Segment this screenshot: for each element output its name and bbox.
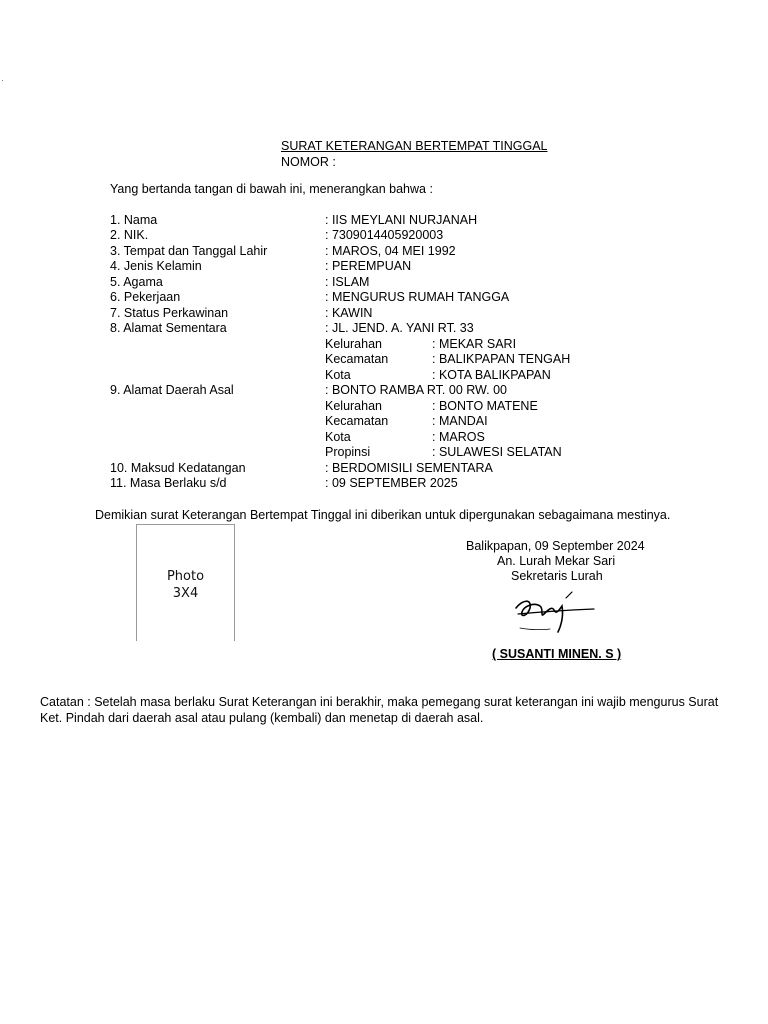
photo-label: Photo 3X4 [166, 569, 205, 601]
field-label: 8. Alamat Sementara [110, 321, 227, 335]
sub-field-label: Kota [325, 430, 351, 444]
intro-text: Yang bertanda tangan di bawah ini, menerangkan bahwa : [110, 182, 433, 196]
field-value: : PEREMPUAN [325, 259, 412, 273]
field-value: : JL. JEND. A. YANI RT. 33 [325, 321, 474, 335]
sub-field-value: : MANDAI [432, 414, 488, 428]
field-value: : BONTO RAMBA RT. 00 RW. 00 [325, 383, 508, 397]
sub-field-label: Kecamatan [325, 352, 389, 366]
sub-field-value: : MEKAR SARI [432, 337, 517, 351]
field-value: : ISLAM [325, 275, 370, 289]
signatory-name: ( SUSANTI MINEN. S ) [492, 647, 622, 661]
field-value: : BERDOMISILI SEMENTARA [325, 461, 493, 475]
field-value: : 7309014405920003 [325, 228, 444, 242]
sub-field-label: Kecamatan [325, 414, 389, 428]
field-value: : MENGURUS RUMAH TANGGA [325, 290, 510, 304]
field-label: 3. Tempat dan Tanggal Lahir [110, 244, 268, 258]
field-label: 9. Alamat Daerah Asal [110, 383, 234, 397]
field-label: 6. Pekerjaan [110, 290, 181, 304]
signer-position: Sekretaris Lurah [511, 569, 603, 583]
sub-field-label: Kota [325, 368, 351, 382]
note-text: Catatan : Setelah masa berlaku Surat Keterangan ini berakhir, maka pemegang surat keterangan ini wajib mengurus Surat Ket. Pindah dari daerah asal atau pulang (kembali) dan menetap di daerah asal. [40, 695, 719, 725]
sub-field-label: Kelurahan [325, 399, 382, 413]
photo-placeholder [136, 524, 235, 641]
sub-field-value: : SULAWESI SELATAN [432, 445, 562, 459]
sub-field-value: : BONTO MATENE [432, 399, 538, 413]
field-label: 10. Maksud Kedatangan [110, 461, 246, 475]
field-label: 4. Jenis Kelamin [110, 259, 202, 273]
field-value: : KAWIN [325, 306, 373, 320]
field-label: 1. Nama [110, 213, 158, 227]
field-label: 11. Masa Berlaku s/d [110, 476, 227, 490]
sub-field-label: Kelurahan [325, 337, 382, 351]
an-line: An. Lurah Mekar Sari [497, 554, 616, 568]
sub-field-value: : KOTA BALIKPAPAN [432, 368, 551, 382]
document-title: SURAT KETERANGAN BERTEMPAT TINGGAL [281, 139, 548, 153]
sub-field-value: : MAROS [432, 430, 485, 444]
handwritten-signature [510, 588, 600, 638]
document-number: NOMOR : [281, 155, 336, 169]
field-value: : 09 SEPTEMBER 2025 [325, 476, 458, 490]
field-label: 7. Status Perkawinan [110, 306, 229, 320]
field-value: : IIS MEYLANI NURJANAH [325, 213, 478, 227]
closing-statement: Demikian surat Keterangan Bertempat Tinggal ini diberikan untuk dipergunakan sebagaimana mestinya. [95, 508, 671, 522]
sub-field-label: Propinsi [325, 445, 371, 459]
place-date: Balikpapan, 09 September 2024 [466, 539, 645, 553]
field-value: : MAROS, 04 MEI 1992 [325, 244, 456, 258]
field-label: 2. NIK. [110, 228, 149, 242]
sub-field-value: : BALIKPAPAN TENGAH [432, 352, 571, 366]
field-label: 5. Agama [110, 275, 163, 289]
scan-mark [2, 80, 3, 81]
